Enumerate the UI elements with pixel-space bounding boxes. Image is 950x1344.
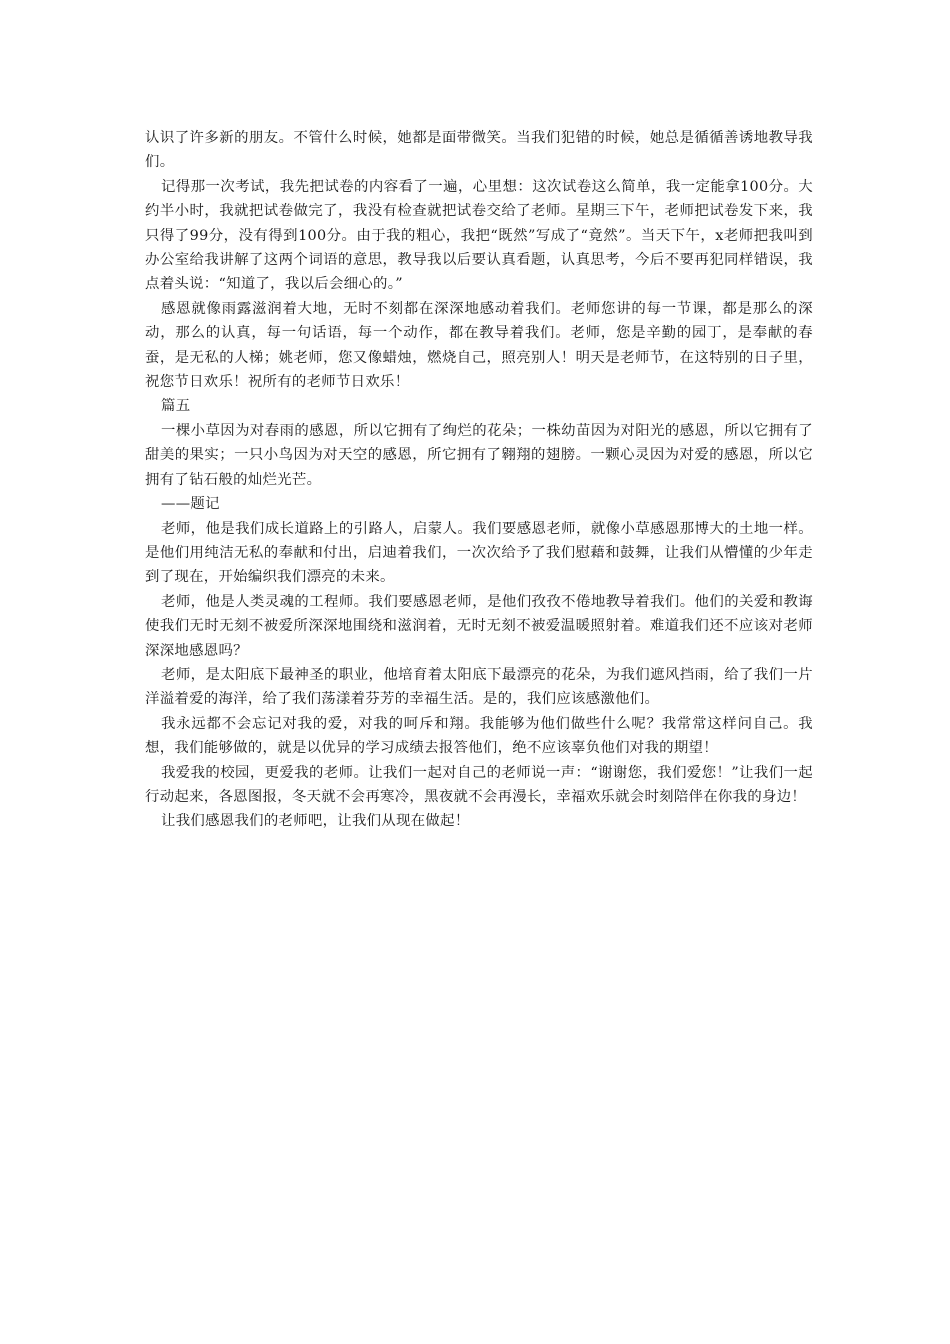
paragraph-1: 认识了许多新的朋友。不管什么时候，她都是面带微笑。当我们犯错的时候，她总是循循善诱地教导我们。 [145,130,813,171]
document-body [145,126,813,834]
paragraph-11: 我爱我的校园，更爱我的老师。让我们一起对自己的老师说一声：“谢谢您，我们爱您！”让我们一起行动起来，各恩图报，冬天就不会再寒冷，黑夜就不会再漫长，幸福欢乐就会时刻陪伴在你我的身边！ [145,764,813,805]
paragraph-8: 老师，他是人类灵魂的工程师。我们要感恩老师，是他们孜孜不倦地教导着我们。他们的关爱和教诲使我们无时无刻不被爱所深深地围绕和滋润着，无时无刻不被爱温暖照射着。难道我们还不应该对老师深深地感恩吗？ [145,593,813,659]
paragraph-12: 让我们感恩我们的老师吧，让我们从现在做起！ [161,813,470,830]
paragraph-9: 老师，是太阳底下最神圣的职业，他培育着太阳底下最漂亮的花朵，为我们遮风挡雨，给了我们一片洋溢着爱的海洋，给了我们荡漾着芬芳的幸福生活。是的，我们应该感激他们。 [145,666,813,708]
paragraph-7: 老师，他是我们成长道路上的引路人，启蒙人。我们要感恩老师，就像小草感恩那博大的土地一样。是他们用纯洁无私的奉献和付出，启迪着我们，一次次给予了我们慰藉和鼓舞，让我们从懵懂的少年走到了现在，开始编织我们漂亮的未来。 [145,520,813,586]
section-heading: 篇五 [161,398,191,415]
paragraph-3: 感恩就像雨露滋润着大地，无时不刻都在深深地感动着我们。老师您讲的每一节课，都是那么的深动，那么的认真，每一句话语，每一个动作，都在教导着我们。老师，您是辛勤的园丁，是奉献的春蚕，是无私的人梯；姚老师，您又像蜡烛，燃烧自己，照亮别人！明天是老师节，在这特别的日子里，祝您节日欢乐！祝所有的老师节日欢乐！ [145,300,813,391]
epigraph-attribution: ——题记 [161,496,220,513]
paragraph-2: 记得那一次考试，我先把试卷的内容看了一遍，心里想：这次试卷这么简单，我一定能拿100分。大约半小时，我就把试卷做完了，我没有检查就把试卷交给了老师。星期三下午，老师把试卷发下来，我只得了99分，没有得到100分。由于我的粗心，我把“既然”写成了“竟然”。当天下午，x老师把我叫到办公室给我讲解了这两个词语的意思，教导我以后要认真看题，认真思考，今后不要再犯同样错误，我点着头说：“知道了，我以后会细心的。” [145,178,813,293]
paragraph-5: 一棵小草因为对春雨的感恩，所以它拥有了绚烂的花朵；一株幼苗因为对阳光的感恩，所以它拥有了甜美的果实；一只小鸟因为对天空的感恩，所它拥有了翱翔的翅膀。一颗心灵因为对爱的感恩，所以它拥有了钻石般的灿烂光芒。 [145,422,813,488]
paragraph-10: 我永远都不会忘记对我的爱，对我的呵斥和翔。我能够为他们做些什么呢？我常常这样问自己。我想，我们能够做的，就是以优异的学习成绩去报答他们，绝不应该辜负他们对我的期望！ [145,715,813,757]
